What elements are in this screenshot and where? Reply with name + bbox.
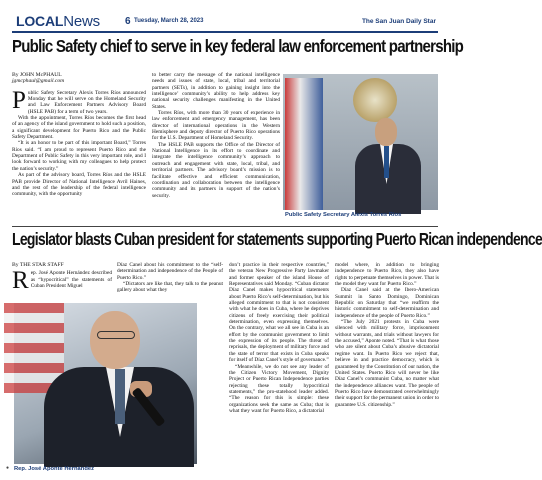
story1-column-2: [152, 72, 280, 224]
issue-date: Tuesday, March 28, 2023: [134, 18, 204, 24]
story2-paragraph: don’t practice in their respective countries,” the veteran New Progressive Party lawmaker and former speaker of the island House of Representatives said Monday. “Cuban dictator Díaz Canel makes hypocritical statements about Puerto Rico’s self-determination, but his alleged commitment to that is not consistent with what he does in Cuba, where he deprives citizens of freely exercising their political determination, even expressing themselves. On the contrary, what we all see in Cuba is an effort by the communist government to limit the expression of its people. The threat of reprisals, the deployment of military force and the state of terror that exists in Cuba speaks for itself of Díaz Canel’s style of governance.”: [229, 262, 329, 364]
story1-byline: [12, 72, 146, 85]
story2-paragraph: “Dictators are like that, they talk to the peanut gallery about what they: [117, 281, 223, 294]
story1-paragraph: With the appointment, Torres Ríos becomes the first head of an agency of the island government to hold such a position, a significant development for Puerto Rico and the Public Safety Department.: [12, 115, 146, 141]
story1-byline-email: jgmcphaul@gmail.com: [12, 78, 65, 85]
section-logo-prefix: LOCAL: [16, 13, 64, 29]
section-header: [12, 15, 438, 33]
story2-lead-paragraph: [12, 267, 112, 295]
story1-byline-name: By JOHN McPHAUL: [12, 72, 62, 78]
tie-shape: [384, 146, 389, 178]
story2-column-3: [229, 262, 329, 476]
glasses-shape: [97, 331, 135, 339]
story2-paragraph: “Meanwhile, we do not see any leader of the Citizen Victory Movement, Dignity Project or Puerto Rican Independence parties rejecting these totally hypocritical statements,” the pro-statehood leader added. “The reason for this is simple: these organizations seek the same as Cuba; that is what they want for Puerto Rico, a dictatorial: [229, 363, 329, 414]
story2-dropcap: R: [12, 267, 29, 295]
story2-column-2: [117, 262, 223, 302]
page-number: 6: [125, 16, 131, 27]
story1-paragraph: Torres Ríos, with more than 30 years of experience in law enforcement and emergency management, has been director of international operations in the Western Hemisphere and deputy director of Puerto Rico operations for the U.S. Department of Homeland Security.: [152, 110, 280, 142]
story1-paragraph: As part of the advisory board, Torres Ríos and the HSLE PAB provide Director of National Intelligence Avril Haines, and the rest of the leadership of the federal intelligence community, with the opportunity: [12, 172, 146, 198]
story2-lead-text: ep. José Aponte Hernández described as “hypocritical” the statements of Cuban President Miguel: [30, 270, 112, 290]
head-shape: [90, 311, 140, 369]
flag-graphic: [285, 78, 323, 210]
portrait-figure: [353, 112, 423, 210]
story2-column-4: [335, 262, 439, 476]
section-divider: [12, 226, 438, 227]
caption-bullet: ●: [6, 466, 10, 471]
story1-headline: Public Safety chief to serve in key federal law enforcement partnership: [12, 36, 464, 56]
section-logo-word: News: [63, 13, 100, 30]
story1-photo: [283, 74, 438, 210]
story1-column-1: [12, 72, 146, 224]
story2-byline: By THE STAR STAFF: [12, 262, 64, 268]
story1-paragraph: The HSLE PAB supports the Office of the Director of National Intelligence in its effort to coordinate and integrate the intelligence community’s approach to outreach and engagement with state, local, tribal, and territorial partners. The advisory board’s mission is to facilitate effective and efficient communication, coordination and collaboration between the intelligence community and its partners in support of the nation’s security.: [152, 141, 280, 199]
story2-column-1: [12, 262, 112, 302]
story1-paragraph: to better carry the message of the national intelligence needs and issues of state, local, tribal and territorial partners (SETs), in addition to gaining insight into the intelligence’ community’s ability to help address key national security challenges manifesting in the United States.: [152, 72, 280, 110]
story2-paragraph: “The July 2021 protests in Cuba were silenced with military force, imprisonment without warrants, and trials without lawyers for the accused,” Aponte noted. “That is what those who are silent about Cuba’s abusive dictatorial regime want. In Puerto Rico we reject that, believe in and practice democracy, which is guaranteed by the Constitution of our nation, the United States. Puerto Rico will never be like Díaz Canel’s communist Cuba, no matter what the independence alliances want. The people of Puerto Rico have demonstrated overwhelmingly their support for the permanent union in order to guarantee U.S. citizenship.”: [335, 319, 439, 408]
story1-photo-caption: Public Safety Secretary Alexis Torres Ríos: [285, 212, 402, 218]
story2-photo-caption: Rep. José Aponte Hernández: [14, 466, 94, 472]
story1-lead-text: ublic Safety Secretary Alexis Torres Ríos announced Monday that he will serve on the Homeland Security and Law Enforcement Partners Advisory Board (HSLE PAB) for a term of two years.: [27, 89, 146, 115]
story1-paragraph: “It is an honor to be part of this important Board,” Torres Ríos said. “I am proud to represent Puerto Rico and the Department of Public Safety in this very important role, and I look forward to working with my colleagues to help protect the nation’s security.”: [12, 140, 146, 172]
story1-lead-paragraph: [12, 86, 146, 115]
story2-paragraph: Díaz Canel said at the Ibero-American Summit in Santo Domingo, Dominican Republic on Saturday that “we reaffirm the historic commitment to self-determination and independence of the people of Puerto Rico.”: [335, 287, 439, 319]
story2-photo: [14, 303, 197, 464]
story1-dropcap: P: [12, 86, 26, 114]
story2-paragraph: model where, in addition to bringing independence to Puerto Rico, they also have rights to perpetuate themselves in power. That is the model they want for Puerto Rico.”: [335, 262, 439, 288]
head-shape: [375, 118, 397, 146]
story2-headline: Legislator blasts Cuban president for statements supporting Puerto Rican independence: [12, 229, 542, 249]
section-logo: [16, 13, 100, 30]
story2-paragraph: Díaz Canel about his commitment to the “self-determination and independence of the People of Puerto Rico.”: [117, 262, 223, 281]
newspaper-name: The San Juan Daily Star: [361, 18, 436, 25]
tie-shape: [115, 369, 125, 424]
